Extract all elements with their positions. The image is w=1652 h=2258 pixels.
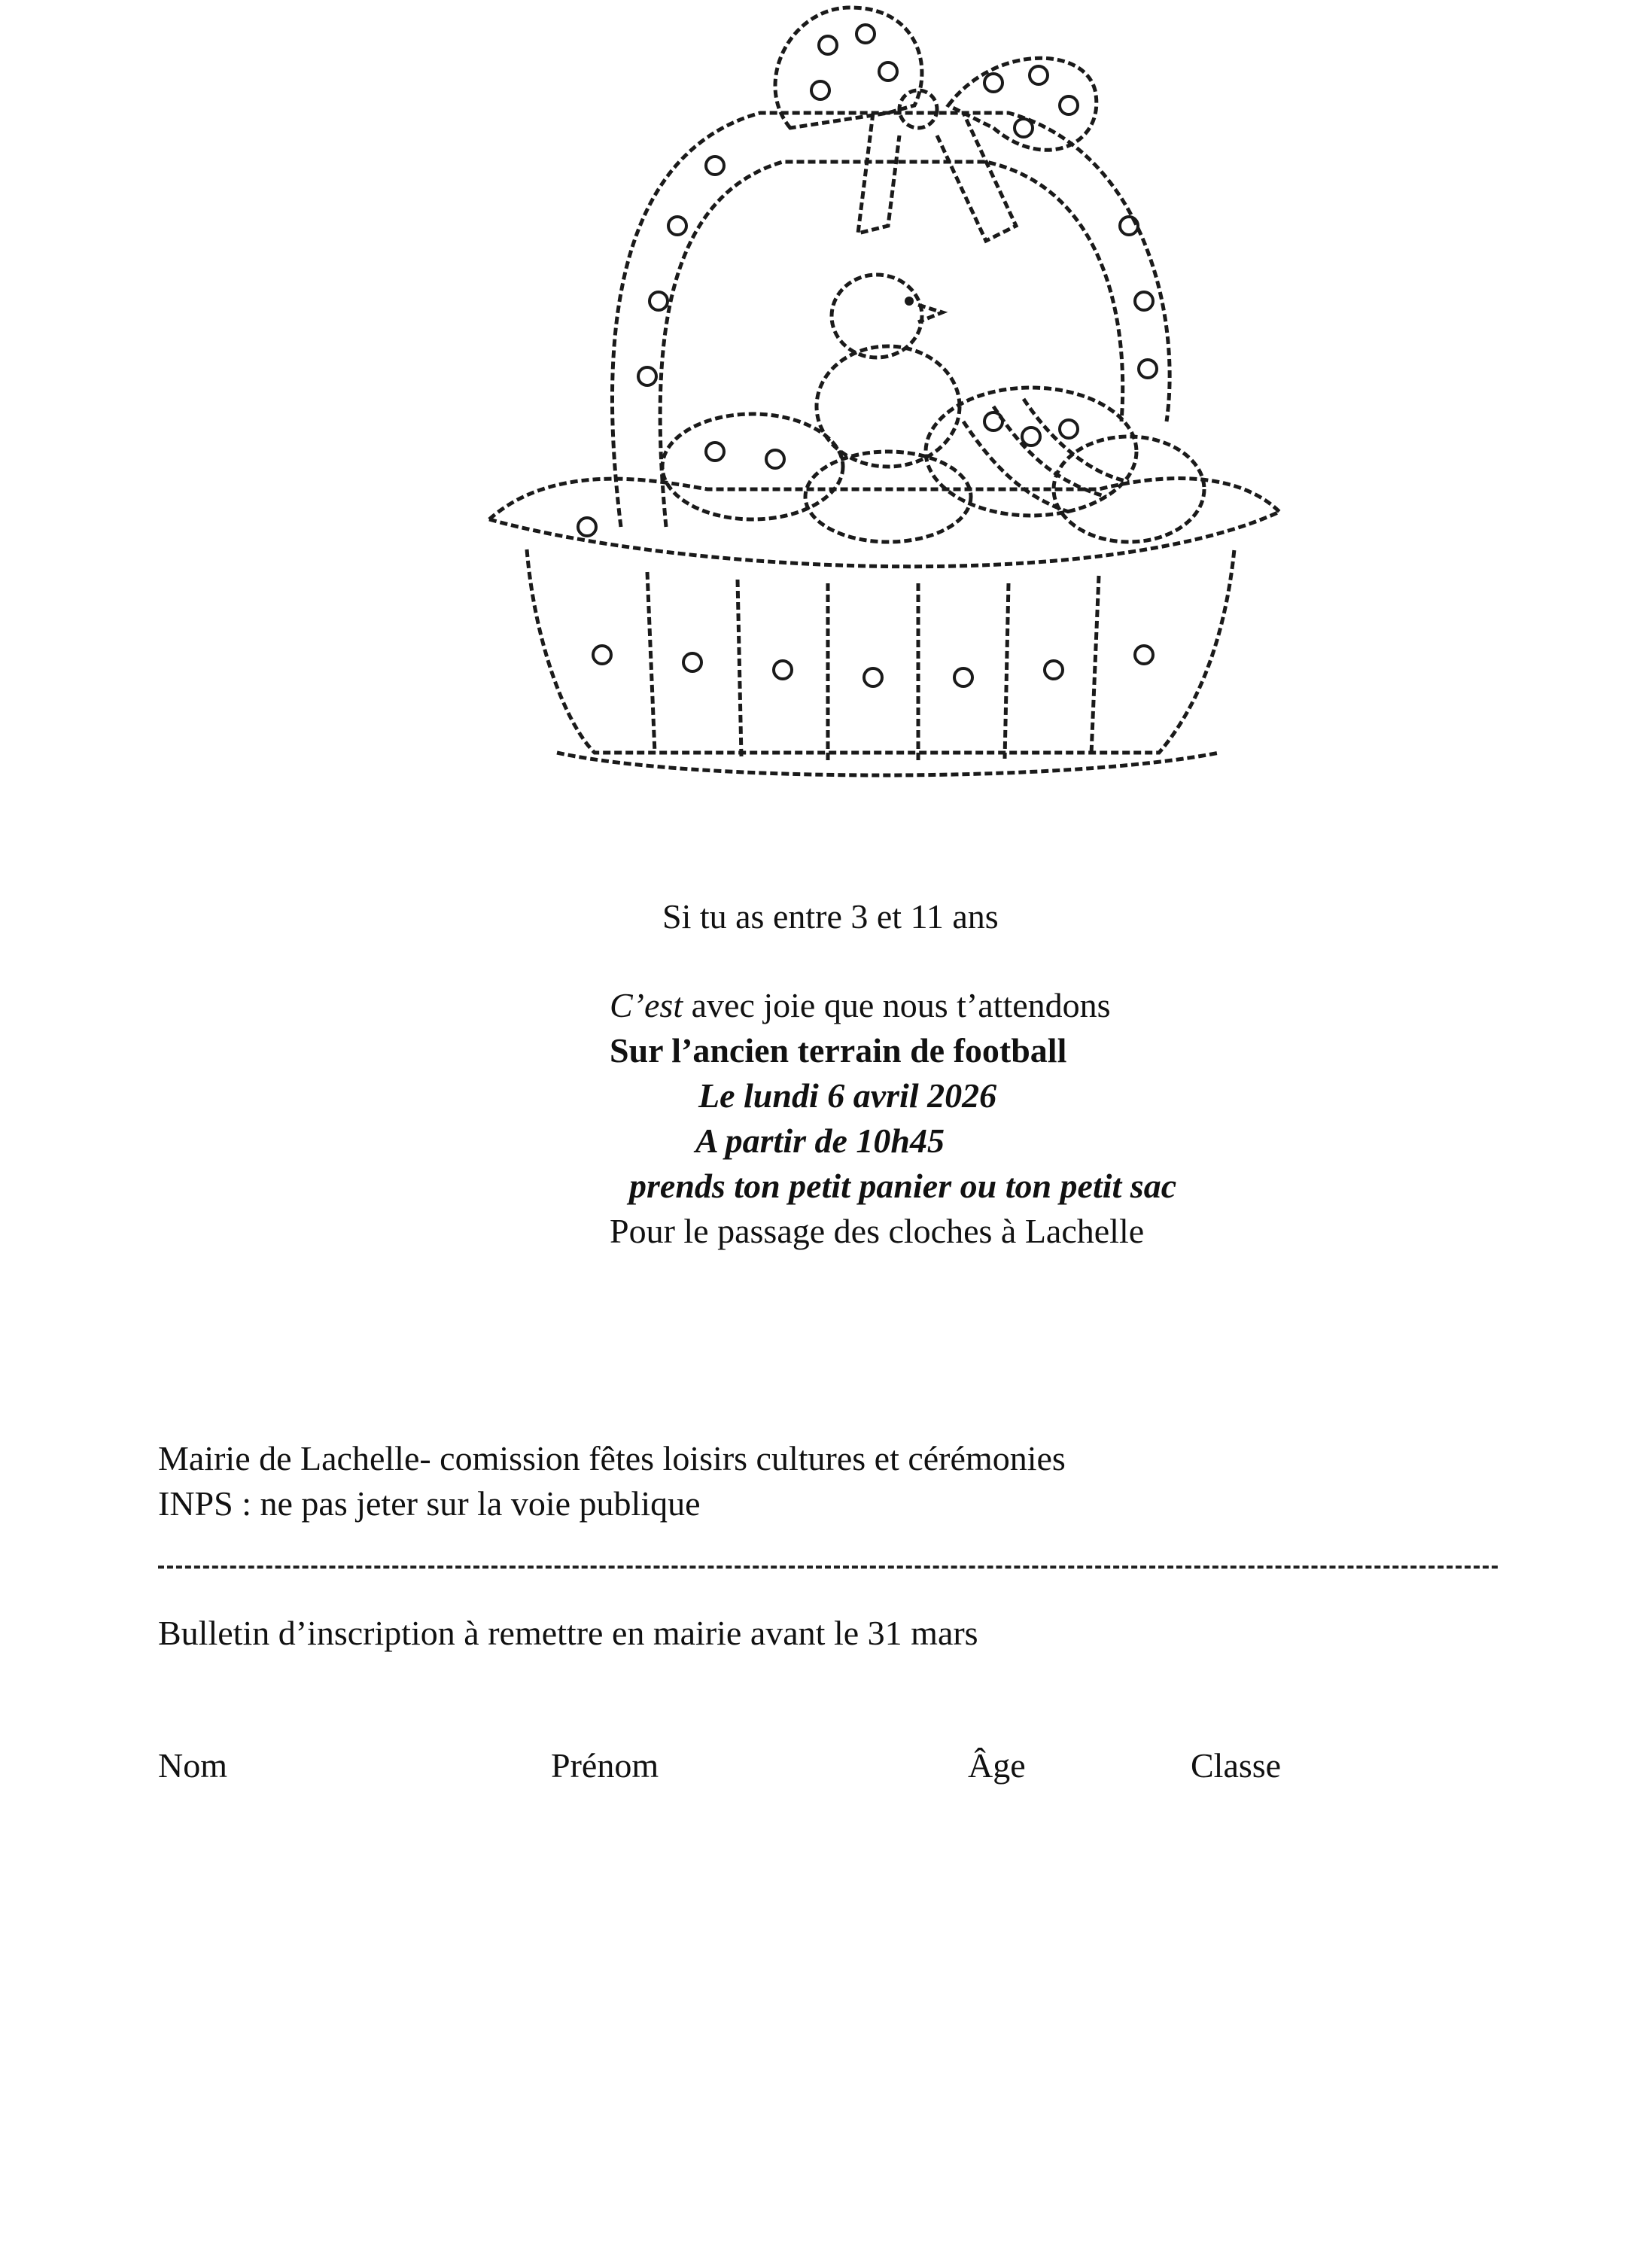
- registration-title: Bulletin d’inscription à remettre en mairie avant le 31 mars: [158, 1614, 978, 1652]
- age-range-line: Si tu as entre 3 et 11 ans: [662, 897, 999, 936]
- welcome-line-rest: avec joie que nous t’attendons: [683, 986, 1111, 1024]
- event-location: Sur l’ancien terrain de football: [610, 1031, 1067, 1070]
- public-notice: INPS : ne pas jeter sur la voie publique: [158, 1484, 701, 1523]
- column-age-label: Âge: [968, 1746, 1026, 1785]
- bring-basket-line: prends ton petit panier ou ton petit sac: [629, 1167, 1177, 1205]
- organizer-line: Mairie de Lachelle- comission fêtes loisirs cultures et cérémonies: [158, 1439, 1066, 1477]
- column-class-label: Classe: [1191, 1746, 1282, 1785]
- cut-line-separator: [158, 1566, 1498, 1569]
- event-time: A partir de 10h45: [695, 1121, 945, 1160]
- occasion-line: Pour le passage des cloches à Lachelle: [610, 1212, 1145, 1250]
- column-first-name-label: Prénom: [551, 1746, 659, 1785]
- column-name-label: Nom: [158, 1746, 227, 1785]
- easter-basket-illustration: [467, 0, 1310, 798]
- welcome-line-italic: C’est: [610, 986, 683, 1024]
- welcome-line: [610, 984, 1111, 1027]
- easter-basket-drawing: [467, 0, 1310, 798]
- event-date: Le lundi 6 avril 2026: [698, 1076, 997, 1115]
